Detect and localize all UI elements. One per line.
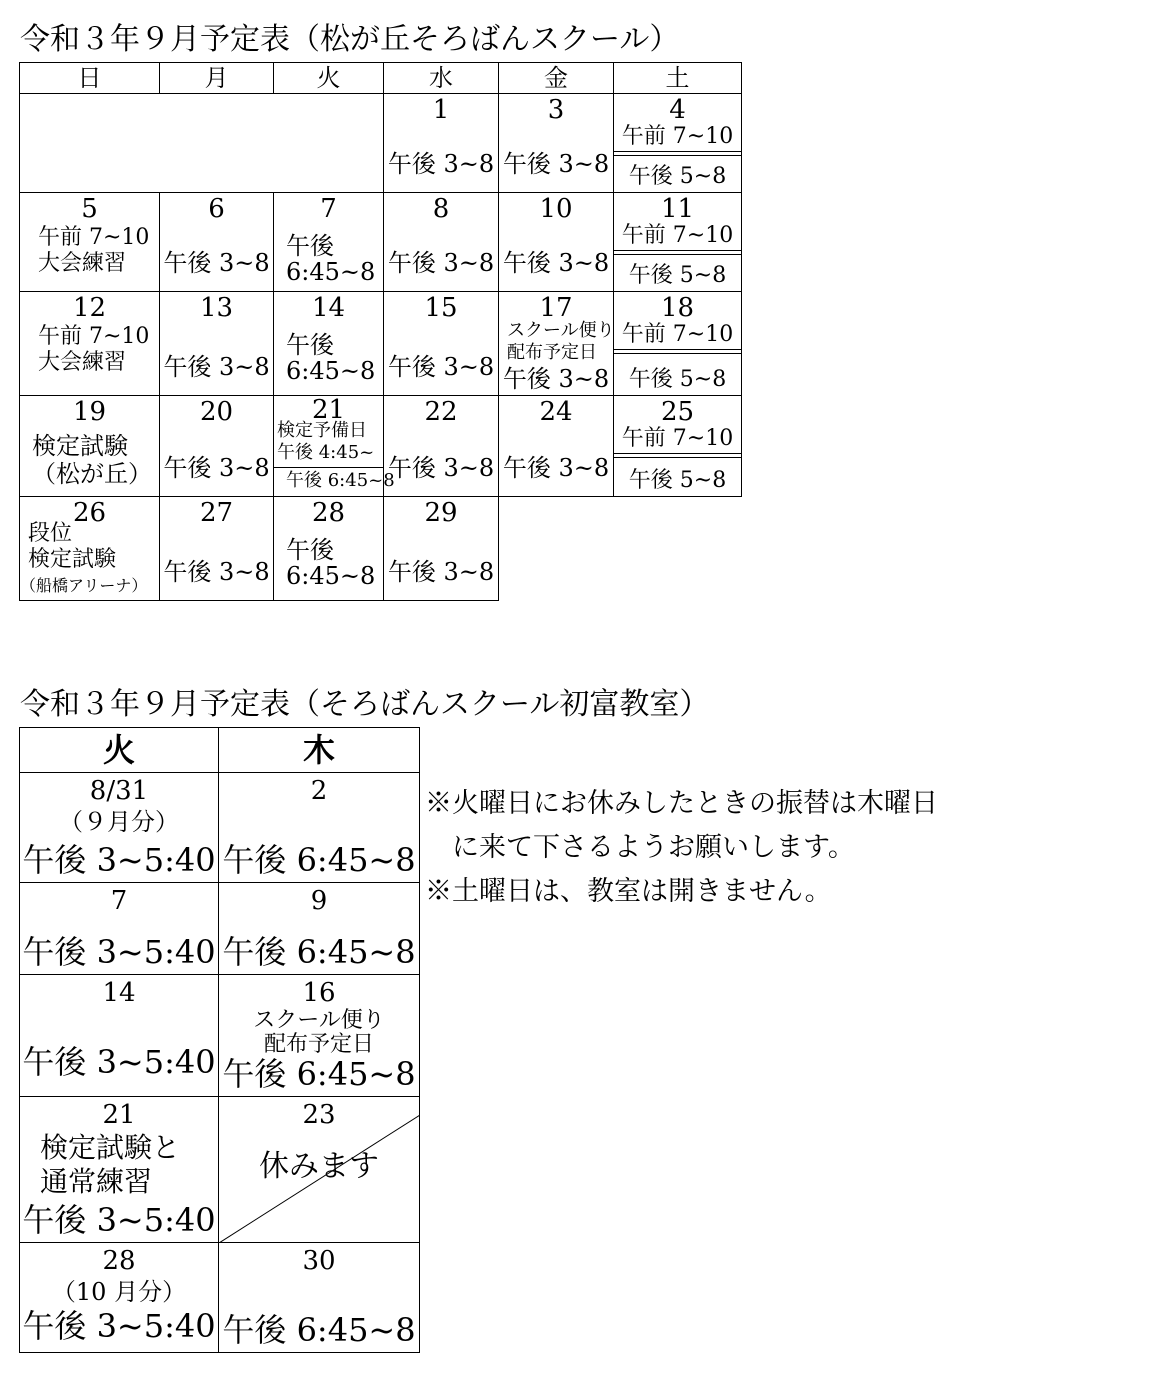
day-time: 午後 3~5:40 — [22, 933, 216, 971]
day-time: 午後 6:45~8 — [222, 1311, 416, 1349]
day-time: 午後 3~8 — [163, 454, 270, 482]
day-number: 2 — [310, 776, 328, 806]
day-number: 21 — [102, 1100, 136, 1130]
day-cell — [614, 94, 742, 193]
day-number: 28 — [311, 498, 346, 528]
day-number: 27 — [199, 498, 234, 528]
calendar-empty-cell — [499, 497, 614, 601]
day-sub: （10 月分） — [51, 1278, 187, 1306]
day-number: 7 — [320, 194, 337, 224]
day-cell — [219, 1243, 420, 1353]
day-cell — [20, 773, 219, 883]
day-time: 午後 3~8 — [502, 365, 610, 393]
schedule-title-hatsutomi: 令和３年９月予定表（そろばんスクール初富教室） — [20, 687, 710, 722]
divider — [614, 151, 741, 152]
day-cell — [384, 396, 499, 497]
day-time: 午後 3~5:40 — [22, 1307, 216, 1345]
time-value: 6:45~8 — [286, 562, 376, 590]
day-cell — [499, 396, 614, 497]
day-sub: （９月分） — [59, 808, 179, 836]
day-number: 15 — [424, 293, 458, 323]
week-row — [20, 1243, 420, 1353]
week-row — [20, 497, 742, 601]
header-tue: 火 — [274, 63, 384, 94]
day-cell — [20, 1243, 219, 1353]
day-cell — [384, 94, 499, 193]
note-line: 検定試験 — [28, 547, 117, 572]
header-fri: 金 — [499, 63, 614, 94]
day-number: 13 — [199, 293, 234, 323]
day-cell — [499, 193, 614, 292]
day-number: 12 — [72, 293, 107, 323]
day-time: 午後 6:45~8 — [222, 933, 416, 971]
day-cell — [384, 497, 499, 601]
calendar-header-row — [20, 728, 420, 773]
day-cell — [274, 193, 384, 292]
day-number: 16 — [302, 978, 336, 1008]
day-time: 午後 3~8 — [163, 249, 270, 277]
day-time: 午後 3~8 — [163, 558, 270, 586]
day-note — [277, 420, 374, 464]
note-line: 検定試験 — [32, 432, 128, 460]
day-cell — [614, 292, 742, 396]
day-cell — [614, 193, 742, 292]
calendar-header-row — [20, 63, 742, 94]
day-cell — [20, 1097, 219, 1243]
note-line: 午後 4:45~ — [277, 442, 375, 463]
day-number: 29 — [424, 498, 458, 528]
header-mon: 月 — [160, 63, 274, 94]
divider — [614, 254, 741, 255]
day-cell — [219, 975, 420, 1097]
day-time: 午後 6:45~8 — [222, 841, 416, 879]
week-row — [20, 292, 742, 396]
day-cell — [274, 497, 384, 601]
calendar-empty-cell — [20, 94, 384, 193]
day-number: 26 — [72, 498, 107, 528]
day-note — [28, 521, 116, 573]
day-time: 午後 3~8 — [502, 150, 610, 178]
day-time: 午後 6:45~8 — [222, 1055, 416, 1093]
day-time — [286, 233, 375, 285]
day-cell — [219, 1097, 420, 1243]
week-row — [20, 773, 420, 883]
divider — [614, 457, 741, 458]
day-note: 午後 6:45~8 — [286, 470, 395, 491]
day-time — [286, 332, 375, 384]
day-time: 午後 3~5:40 — [22, 841, 216, 879]
day-note — [32, 432, 152, 488]
day-note — [507, 320, 615, 364]
day-time: 午後 3~5:40 — [22, 1201, 216, 1239]
day-number: 14 — [311, 293, 346, 323]
time-label: 午後 — [286, 232, 334, 260]
day-cell — [20, 975, 219, 1097]
note-line: 検定予備日 — [277, 420, 367, 441]
closed-label: 休みます — [259, 1149, 379, 1184]
day-cell — [160, 292, 274, 396]
day-cell — [274, 395, 395, 497]
time-value: 6:45~8 — [286, 357, 376, 385]
day-number: 22 — [424, 397, 458, 427]
time-label: 午後 — [286, 536, 334, 564]
day-note: 配布予定日 — [263, 1032, 374, 1057]
day-number: 8/31 — [89, 776, 149, 806]
day-time-am: 午前 7~10 — [621, 124, 734, 149]
day-time: 午後 3~5:40 — [22, 1043, 216, 1081]
day-time: 午後 3~8 — [387, 249, 495, 277]
day-time-am: 午前 7~10 — [621, 426, 734, 451]
day-time: 午後 3~8 — [502, 454, 610, 482]
day-time-pm: 午後 5~8 — [628, 164, 727, 189]
day-number: 18 — [660, 293, 695, 323]
day-time-pm: 午後 5~8 — [628, 468, 727, 493]
calendar-hatsutomi — [19, 727, 420, 1353]
day-time-am: 午前 7~10 — [621, 322, 734, 347]
day-note — [38, 324, 149, 376]
note-line: ※土曜日は、教室は開きません。 — [425, 876, 832, 907]
day-cell — [384, 193, 499, 292]
week-row — [20, 396, 742, 497]
day-number: 19 — [72, 397, 107, 427]
day-time — [286, 537, 375, 589]
day-time: 午後 3~8 — [387, 353, 495, 381]
day-number: 10 — [539, 194, 573, 224]
day-cell — [499, 94, 614, 193]
header-sun: 日 — [20, 63, 160, 94]
day-number: 5 — [81, 194, 98, 224]
day-cell — [499, 292, 614, 396]
day-note: 検定試験と — [40, 1131, 181, 1164]
day-number: 9 — [310, 886, 328, 916]
week-row — [20, 975, 420, 1097]
calendar-empty-cell — [614, 497, 742, 601]
day-cell — [160, 396, 274, 497]
day-number: 28 — [102, 1246, 136, 1276]
day-time: 午後 3~8 — [163, 353, 270, 381]
day-note — [38, 225, 149, 277]
note-line: 午前 7~10 — [38, 324, 150, 349]
header-tue: 火 — [20, 728, 219, 773]
day-number: 11 — [660, 194, 695, 224]
day-note: 通常練習 — [40, 1165, 153, 1198]
note-line: （松が丘） — [32, 460, 152, 488]
day-time-pm: 午後 5~8 — [628, 263, 727, 288]
day-number: 24 — [539, 397, 573, 427]
divider — [614, 353, 741, 354]
day-cell — [20, 292, 160, 396]
day-note: スクール便り — [253, 1008, 385, 1033]
header-wed: 水 — [384, 63, 499, 94]
schedule-notes — [425, 782, 938, 914]
note-line: ※火曜日にお休みしたときの振替は木曜日 — [425, 788, 938, 819]
divider — [614, 453, 741, 454]
week-row — [20, 94, 742, 193]
day-time: 午後 3~8 — [387, 454, 495, 482]
day-number: 1 — [432, 95, 450, 125]
note-line: 配布予定日 — [507, 342, 597, 363]
note-line: 午前 7~10 — [38, 225, 150, 250]
divider — [614, 250, 741, 251]
day-note: （船橋アリーナ） — [20, 576, 148, 595]
week-row — [20, 1097, 420, 1243]
note-line: に来て下さるようお願いします。 — [425, 832, 855, 863]
day-time-am: 午前 7~10 — [621, 223, 734, 248]
day-number: 7 — [110, 886, 128, 916]
day-time: 午後 3~8 — [387, 150, 495, 178]
header-sat: 土 — [614, 63, 742, 94]
day-number: 3 — [547, 95, 565, 125]
day-cell — [160, 497, 274, 601]
day-number: 17 — [539, 293, 573, 323]
day-number: 6 — [208, 194, 225, 224]
note-line: 大会練習 — [38, 350, 127, 375]
day-number: 4 — [669, 95, 686, 125]
week-row — [20, 193, 742, 292]
time-label: 午後 — [286, 331, 334, 359]
divider — [274, 467, 383, 468]
day-cell — [20, 497, 160, 601]
week-row — [20, 883, 420, 975]
divider — [614, 349, 741, 350]
day-time: 午後 3~8 — [387, 558, 495, 586]
day-number: 25 — [660, 397, 695, 427]
day-cell — [160, 193, 274, 292]
schedule-title-matsugaoka: 令和３年９月予定表（松が丘そろばんスクール） — [20, 22, 680, 57]
header-thu: 木 — [219, 728, 420, 773]
day-cell — [20, 193, 160, 292]
divider — [614, 155, 741, 156]
note-line: スクール便り — [507, 320, 615, 341]
day-number: 30 — [302, 1246, 336, 1276]
day-cell — [20, 883, 219, 975]
day-number: 23 — [302, 1100, 336, 1130]
day-cell — [219, 883, 420, 975]
day-number: 20 — [199, 397, 234, 427]
note-line: 大会練習 — [38, 251, 127, 276]
day-number: 14 — [102, 978, 136, 1008]
day-cell — [384, 292, 499, 396]
day-cell — [219, 773, 420, 883]
day-time: 午後 3~8 — [502, 249, 610, 277]
day-cell — [614, 396, 742, 497]
day-number: 8 — [432, 194, 450, 224]
day-cell — [274, 292, 384, 396]
day-time-pm: 午後 5~8 — [628, 367, 727, 392]
day-cell — [20, 396, 160, 497]
time-value: 6:45~8 — [286, 258, 376, 286]
calendar-matsugaoka — [19, 62, 742, 601]
day-number: 21 — [311, 395, 346, 425]
note-line: 段位 — [28, 521, 73, 546]
